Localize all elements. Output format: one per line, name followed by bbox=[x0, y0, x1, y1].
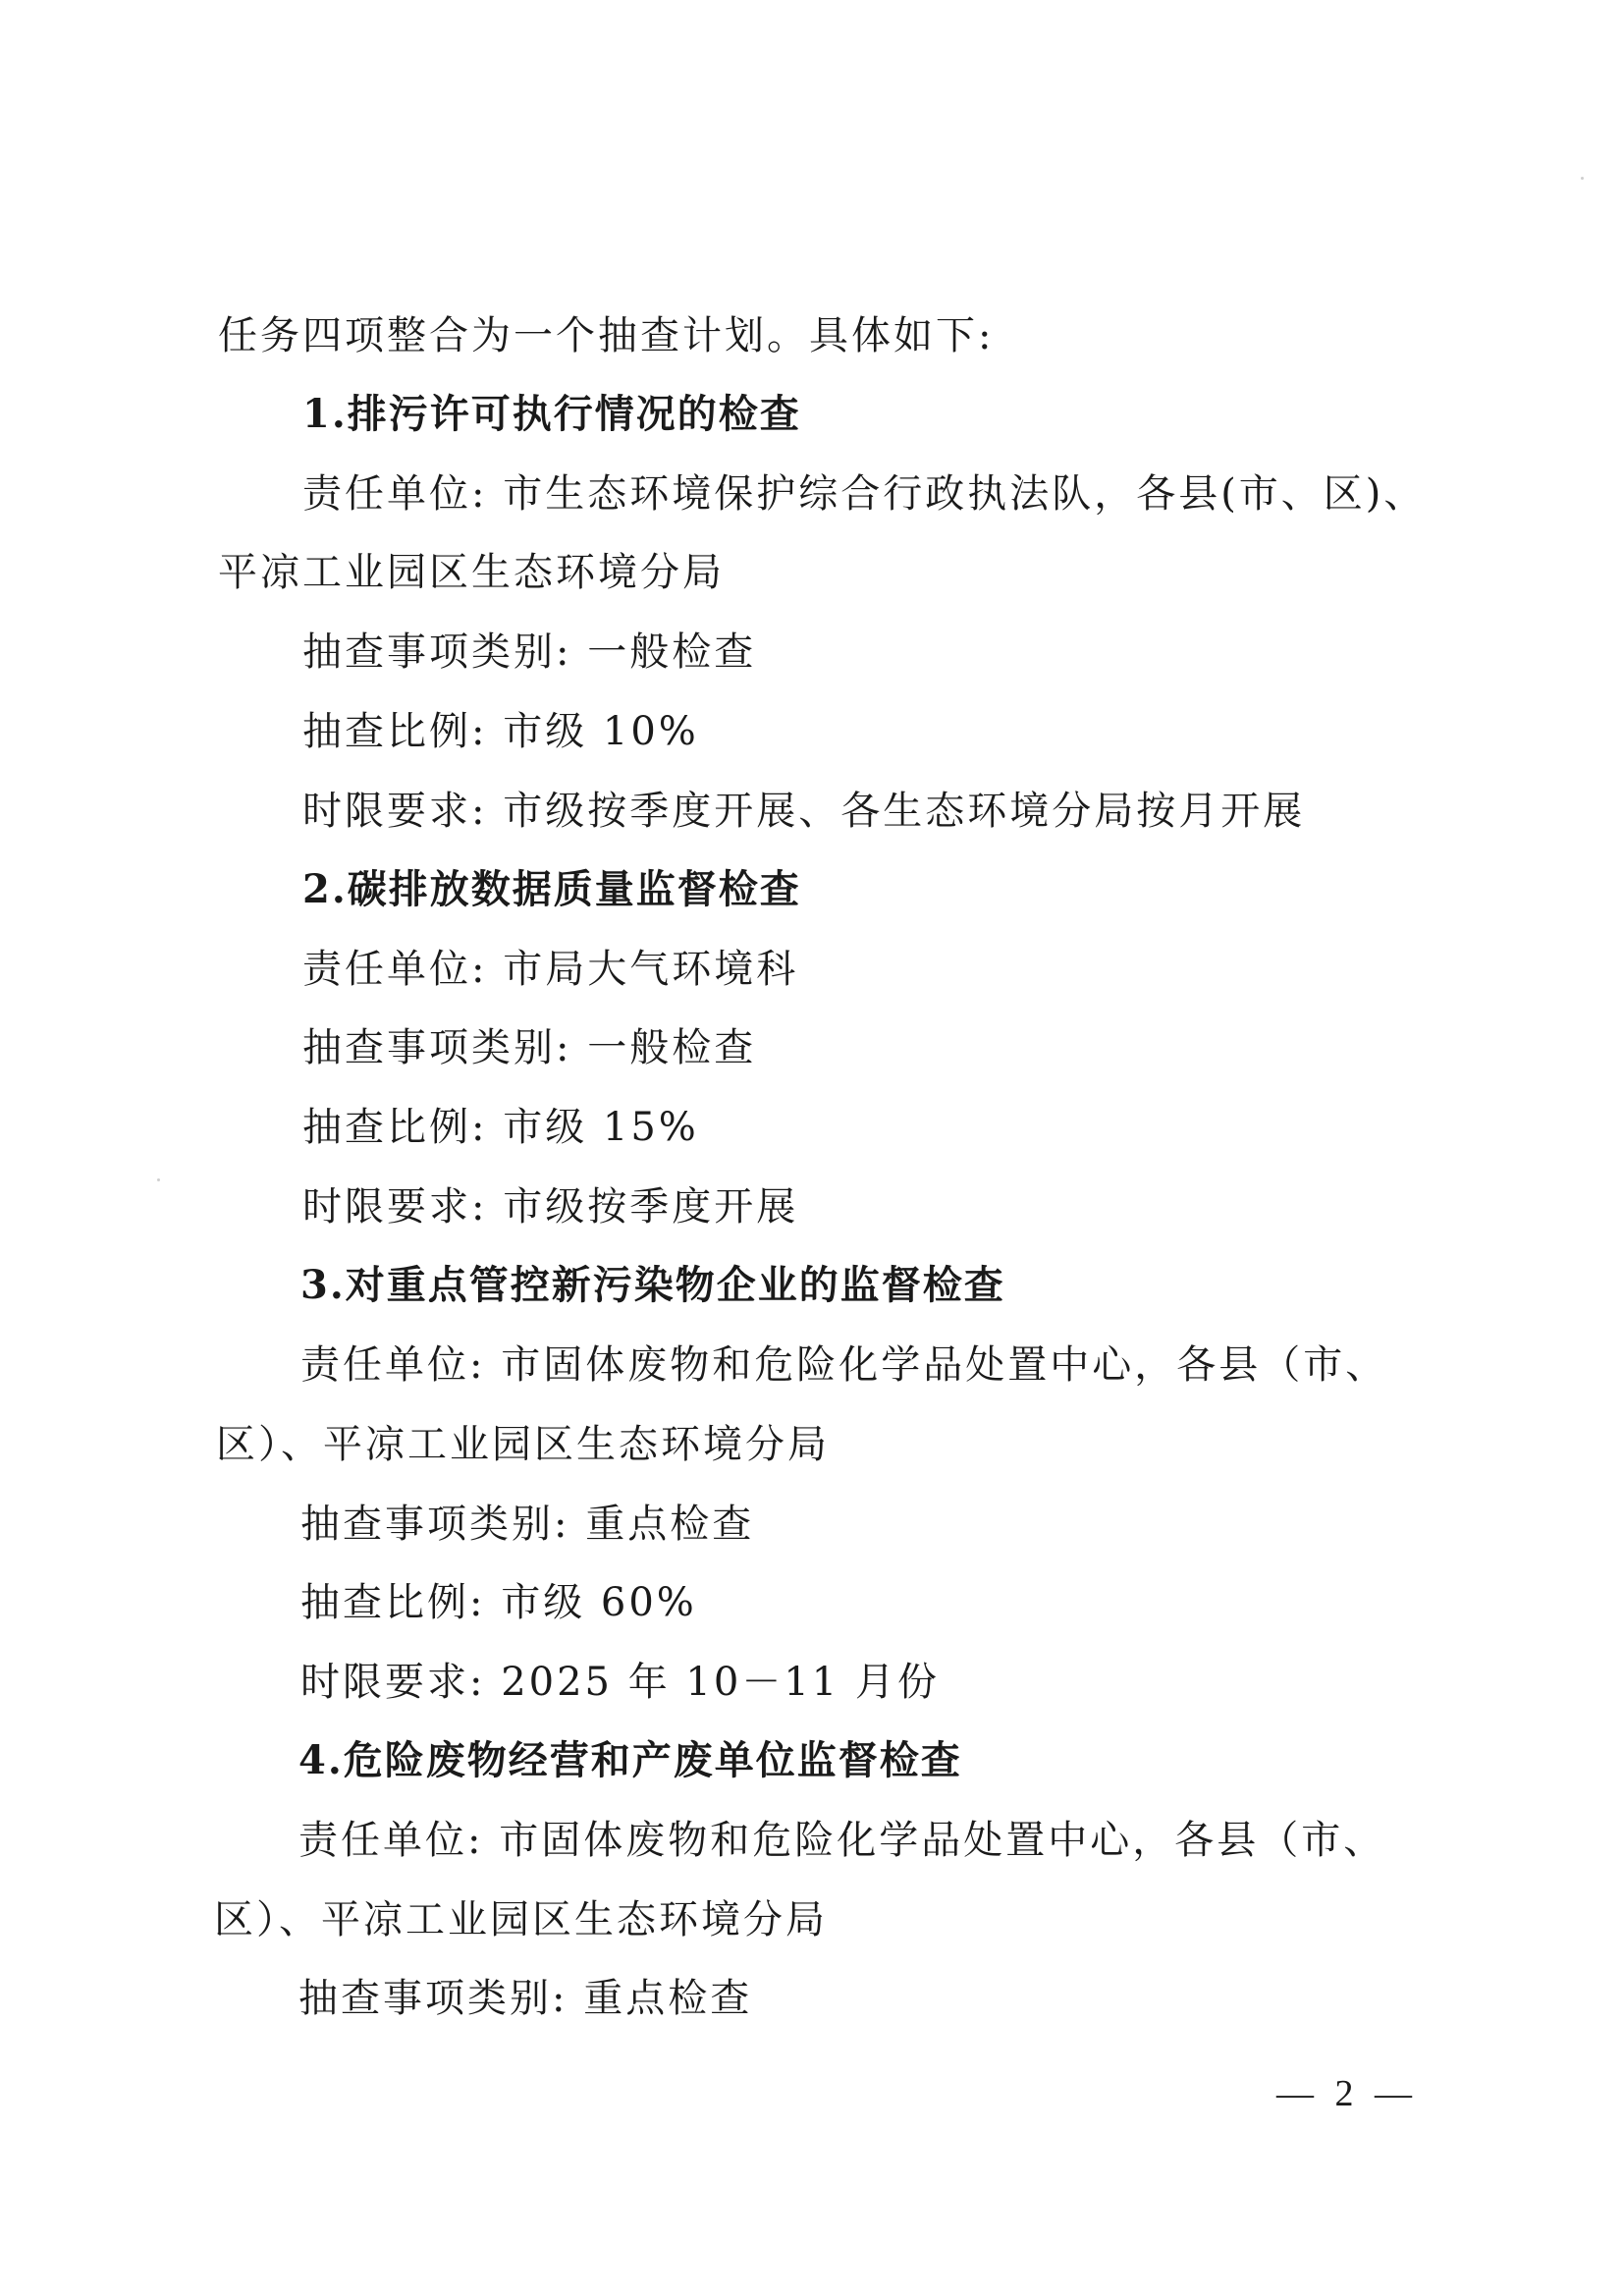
time-limit-2: 时限要求: 市级按季度开展 bbox=[302, 1184, 799, 1230]
inspection-ratio-1: 抽查比例: 市级 10% bbox=[302, 709, 699, 754]
inspection-ratio-2: 抽查比例: 市级 15% bbox=[302, 1105, 699, 1150]
responsible-unit-4-cont: 区）、平凉工业园区生态环境分局 bbox=[214, 1897, 828, 1942]
responsible-unit-3: 责任单位: 市固体废物和危险化学品处置中心，各县（市、 bbox=[300, 1342, 1388, 1388]
responsible-unit-1-cont: 平凉工业园区生态环境分局 bbox=[218, 550, 725, 595]
scan-speck bbox=[1581, 177, 1584, 180]
responsible-unit-1: 责任单位: 市生态环境保护综合行政执法队，各县(市、区)、 bbox=[302, 471, 1427, 517]
section-heading-1: 1.排污许可执行情况的检查 bbox=[302, 391, 801, 437]
responsible-unit-2: 责任单位: 市局大气环境科 bbox=[302, 947, 799, 992]
section-heading-3: 3.对重点管控新污染物企业的监督检查 bbox=[300, 1262, 1005, 1308]
inspection-category-1: 抽查事项类别: 一般检查 bbox=[302, 629, 757, 675]
time-limit-3: 时限要求: 2025 年 10－11 月份 bbox=[300, 1660, 940, 1705]
section-heading-2: 2.碳排放数据质量监督检查 bbox=[302, 866, 801, 912]
responsible-unit-4: 责任单位: 市固体废物和危险化学品处置中心，各县（市、 bbox=[298, 1818, 1386, 1863]
time-limit-1: 时限要求: 市级按季度开展、各生态环境分局按月开展 bbox=[302, 789, 1306, 834]
inspection-category-4: 抽查事项类别: 重点检查 bbox=[298, 1976, 753, 2021]
inspection-ratio-3: 抽查比例: 市级 60% bbox=[300, 1580, 697, 1625]
inspection-category-2: 抽查事项类别: 一般检查 bbox=[302, 1025, 757, 1070]
paragraph-line: 任务四项整合为一个抽查计划。具体如下: bbox=[218, 313, 995, 358]
scan-speck bbox=[157, 1178, 160, 1181]
section-heading-4: 4.危险废物经营和产废单位监督检查 bbox=[298, 1737, 962, 1783]
responsible-unit-3-cont: 区）、平凉工业园区生态环境分局 bbox=[216, 1422, 830, 1467]
inspection-category-3: 抽查事项类别: 重点检查 bbox=[300, 1502, 755, 1547]
page-number: — 2 — bbox=[1276, 2073, 1418, 2114]
